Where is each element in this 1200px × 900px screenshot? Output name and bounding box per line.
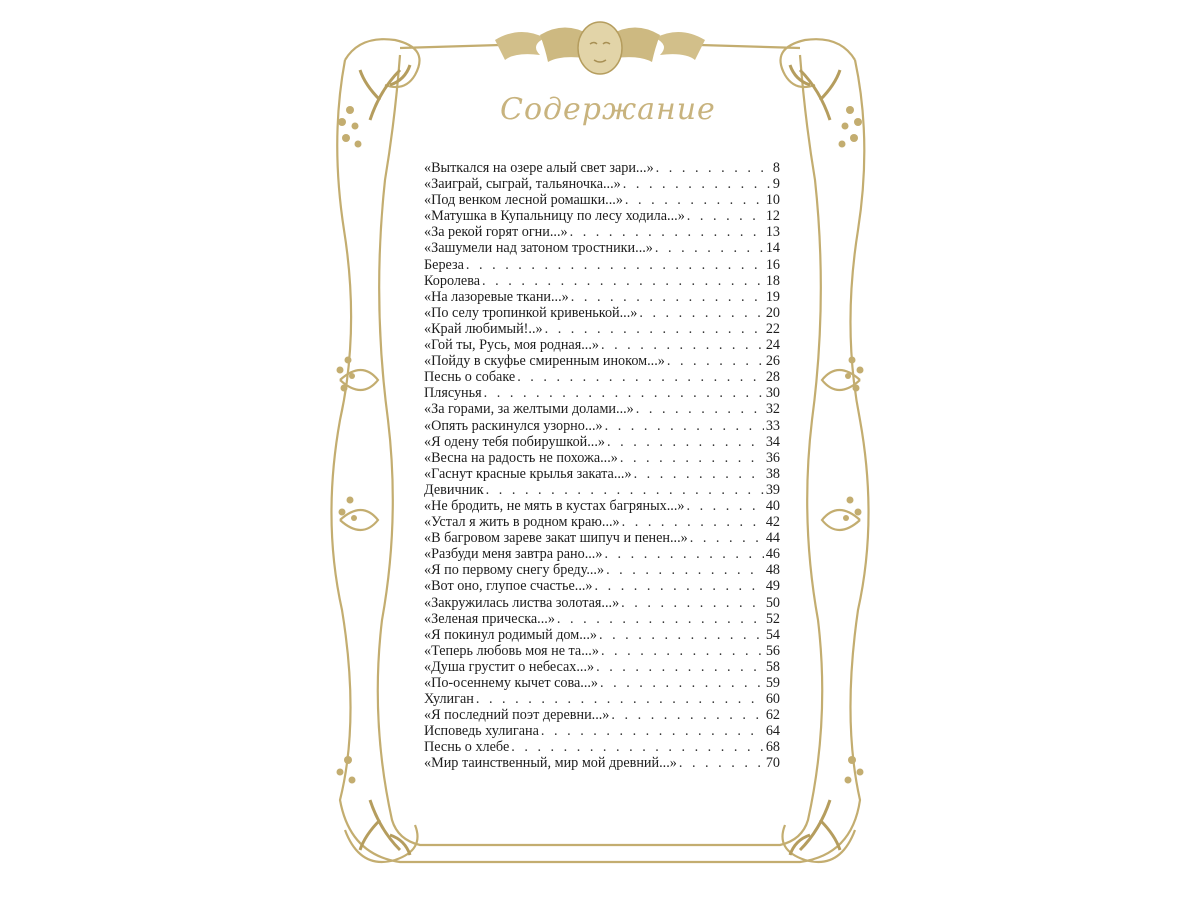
toc-list: [424, 160, 780, 772]
toc-entry: [424, 530, 780, 546]
toc-entry: [424, 401, 780, 417]
dot-leader: [639, 305, 763, 321]
dot-leader: [601, 337, 764, 353]
dot-leader: [622, 514, 764, 530]
toc-entry-title: «На лазоревые ткани...»: [424, 288, 569, 305]
toc-entry: [424, 224, 780, 240]
toc-entry-page: 46: [765, 546, 780, 563]
toc-entry-title: «Теперь любовь моя не та...»: [424, 642, 599, 659]
dot-leader: [690, 530, 764, 546]
toc-entry-title: «Вот оно, глупое счастье...»: [424, 578, 593, 595]
toc-entry: [424, 723, 780, 739]
toc-entry: [424, 755, 780, 771]
dot-leader: [620, 450, 764, 466]
toc-entry: [424, 707, 780, 723]
dot-leader: [605, 418, 764, 434]
dot-leader: [679, 755, 764, 771]
dot-leader: [599, 627, 764, 643]
toc-entry-page: 34: [765, 433, 780, 450]
toc-entry: [424, 627, 780, 643]
toc-entry-title: «По-осеннему кычет сова...»: [424, 675, 599, 691]
toc-entry: [424, 659, 780, 675]
toc-entry-page: 54: [765, 626, 780, 643]
toc-entry-page: 36: [765, 449, 780, 466]
dot-leader: [687, 208, 764, 224]
dot-leader: [611, 707, 763, 723]
dot-leader: [625, 192, 764, 208]
dot-leader: [600, 675, 764, 691]
toc-entry: [424, 578, 780, 594]
dot-leader: [596, 659, 764, 675]
toc-entry-page: 24: [765, 337, 780, 354]
toc-entry: [424, 240, 780, 256]
toc-entry: [424, 514, 780, 530]
toc-entry-page: 58: [765, 658, 780, 675]
dot-leader: [667, 353, 764, 369]
toc-entry: [424, 482, 780, 498]
toc-entry: [424, 369, 780, 385]
toc-entry: [424, 611, 780, 627]
toc-entry-page: 20: [765, 304, 780, 321]
toc-entry-title: «Я одену тебя побирушкой...»: [424, 433, 605, 450]
toc-entry-title: «Мир таинственный, мир мой древний...»: [424, 755, 677, 772]
toc-entry: [424, 208, 780, 224]
corner-curl-tl: [345, 39, 420, 87]
toc-entry-page: 42: [765, 514, 780, 531]
dot-leader: [486, 482, 764, 498]
toc-entry: [424, 305, 780, 321]
toc-entry-title: «Зашумели над затоном тростники...»: [424, 240, 653, 257]
toc-entry-title: «За горами, за желтыми долами...»: [424, 401, 634, 418]
toc-entry: [424, 353, 780, 369]
toc-entry-title: Хулиган: [424, 691, 474, 708]
toc-entry-title: Песнь о хлебе: [424, 739, 510, 756]
toc-entry-title: «Я последний поэт деревни...»: [424, 707, 610, 724]
dot-leader: [482, 273, 764, 289]
toc-entry: [424, 321, 780, 337]
dot-leader: [466, 257, 764, 273]
toc-entry-page: 33: [765, 417, 780, 434]
toc-entry-title: «Устал я жить в родном краю...»: [424, 514, 620, 531]
toc-entry-page: 28: [765, 369, 780, 386]
dot-leader: [511, 739, 764, 755]
toc-entry-page: 49: [765, 578, 780, 595]
toc-entry-title: Королева: [424, 272, 481, 289]
toc-entry-title: «Весна на радость не похожа...»: [424, 449, 618, 466]
toc-entry-page: 22: [765, 320, 780, 337]
toc-entry-title: «Я покинул родимый дом...»: [424, 626, 597, 643]
dot-leader: [557, 611, 764, 627]
toc-entry: [424, 192, 780, 208]
corner-curl-tr: [781, 39, 856, 87]
toc-entry: [424, 418, 780, 434]
dot-leader: [621, 595, 764, 611]
toc-entry-page: 40: [765, 497, 780, 514]
toc-entry-title: Девичник: [424, 481, 484, 498]
toc-entry-page: 10: [765, 192, 780, 209]
toc-entry-title: «Закружилась листва золотая...»: [424, 594, 620, 611]
toc-entry-title: «Душа грустит о небесах...»: [424, 658, 595, 675]
toc-entry-page: 62: [765, 707, 780, 724]
dot-leader: [571, 289, 764, 305]
page-title: Содержание: [500, 92, 716, 127]
dot-leader: [607, 434, 764, 450]
dot-leader: [636, 401, 764, 417]
dot-leader: [623, 176, 771, 192]
toc-entry: [424, 273, 780, 289]
toc-entry-page: 18: [765, 272, 780, 289]
toc-entry: [424, 643, 780, 659]
toc-entry-page: 13: [765, 224, 780, 241]
toc-entry-title: «Заиграй, сыграй, тальяночка...»: [424, 176, 621, 193]
toc-entry-title: «Разбуди меня завтра рано...»: [424, 546, 603, 563]
toc-entry-page: 68: [765, 739, 780, 756]
toc-entry: [424, 562, 780, 578]
dot-leader: [686, 498, 763, 514]
toc-entry: [424, 739, 780, 755]
toc-entry-title: Береза: [424, 256, 464, 273]
toc-entry-title: «Зеленая прическа...»: [424, 610, 555, 627]
toc-entry-title: «Не бродить, не мять в кустах багряных...»: [424, 497, 685, 514]
toc-entry-page: 9: [772, 176, 780, 193]
toc-entry-page: 39: [765, 481, 780, 498]
toc-entry-title: Исповедь хулигана: [424, 723, 539, 740]
toc-entry-title: «За рекой горят огни...»: [424, 224, 568, 241]
toc-entry: [424, 595, 780, 611]
toc-entry-title: «По селу тропинкой кривенькой...»: [424, 304, 638, 321]
toc-entry-page: 30: [765, 385, 780, 402]
dot-leader: [484, 385, 764, 401]
toc-entry-page: 48: [765, 562, 780, 579]
toc-entry-page: 38: [765, 465, 780, 482]
toc-entry-page: 52: [765, 610, 780, 627]
dot-leader: [541, 723, 764, 739]
toc-entry: [424, 434, 780, 450]
toc-entry-title: «Выткался на озере алый свет зари...»: [424, 160, 654, 176]
toc-entry: [424, 498, 780, 514]
dot-leader: [634, 466, 764, 482]
toc-entry-page: 14: [765, 240, 780, 257]
toc-entry-page: 8: [772, 160, 780, 176]
toc-entry-page: 60: [765, 691, 780, 708]
toc-entry-page: 70: [765, 755, 780, 772]
dot-leader: [476, 691, 764, 707]
toc-entry-page: 16: [765, 256, 780, 273]
dot-leader: [570, 224, 764, 240]
toc-entry-page: 44: [765, 530, 780, 547]
toc-entry: [424, 176, 780, 192]
toc-entry-page: 64: [765, 723, 780, 740]
toc-entry: [424, 450, 780, 466]
toc-entry: [424, 257, 780, 273]
toc-entry-page: 32: [765, 401, 780, 418]
toc-entry: [424, 289, 780, 305]
dot-leader: [656, 160, 771, 176]
toc-entry-page: 12: [765, 208, 780, 225]
toc-entry-title: «Опять раскинулся узорно...»: [424, 417, 603, 434]
toc-entry-page: 59: [765, 675, 780, 691]
dot-leader: [595, 578, 764, 594]
toc-entry-page: 26: [765, 353, 780, 370]
toc-entry: [424, 546, 780, 562]
toc-entry-title: «Под венком лесной ромашки...»: [424, 192, 623, 209]
toc-entry-title: Песнь о собаке: [424, 369, 516, 386]
toc-entry-title: «Я по первому снегу бреду...»: [424, 562, 605, 579]
dot-leader: [601, 643, 764, 659]
toc-entry: [424, 385, 780, 401]
top-crest: [495, 22, 705, 74]
toc-entry-title: «В багровом зареве закат шипуч и пенен...»: [424, 530, 688, 547]
toc-entry-title: «Пойду в скуфье смиренным иноком...»: [424, 353, 665, 370]
dot-leader: [606, 562, 764, 578]
toc-entry-title: «Гаснут красные крылья заката...»: [424, 465, 632, 482]
dot-leader: [655, 240, 764, 256]
toc-entry-page: 50: [765, 594, 780, 611]
toc-entry-title: «Гой ты, Русь, моя родная...»: [424, 337, 599, 354]
toc-entry: [424, 466, 780, 482]
toc-entry: [424, 160, 780, 176]
toc-entry-title: «Матушка в Купальницу по лесу ходила...»: [424, 208, 685, 225]
dot-leader: [517, 369, 764, 385]
toc-entry: [424, 691, 780, 707]
toc-entry: [424, 337, 780, 353]
toc-entry-page: 19: [765, 288, 780, 305]
toc-entry-title: Плясунья: [424, 385, 482, 402]
dot-leader: [545, 321, 764, 337]
toc-entry: [424, 675, 780, 691]
toc-entry-page: 56: [765, 642, 780, 659]
side-ornament-right: [822, 370, 860, 530]
toc-entry-title: «Край любимый!..»: [424, 320, 543, 337]
dot-leader: [604, 546, 763, 562]
